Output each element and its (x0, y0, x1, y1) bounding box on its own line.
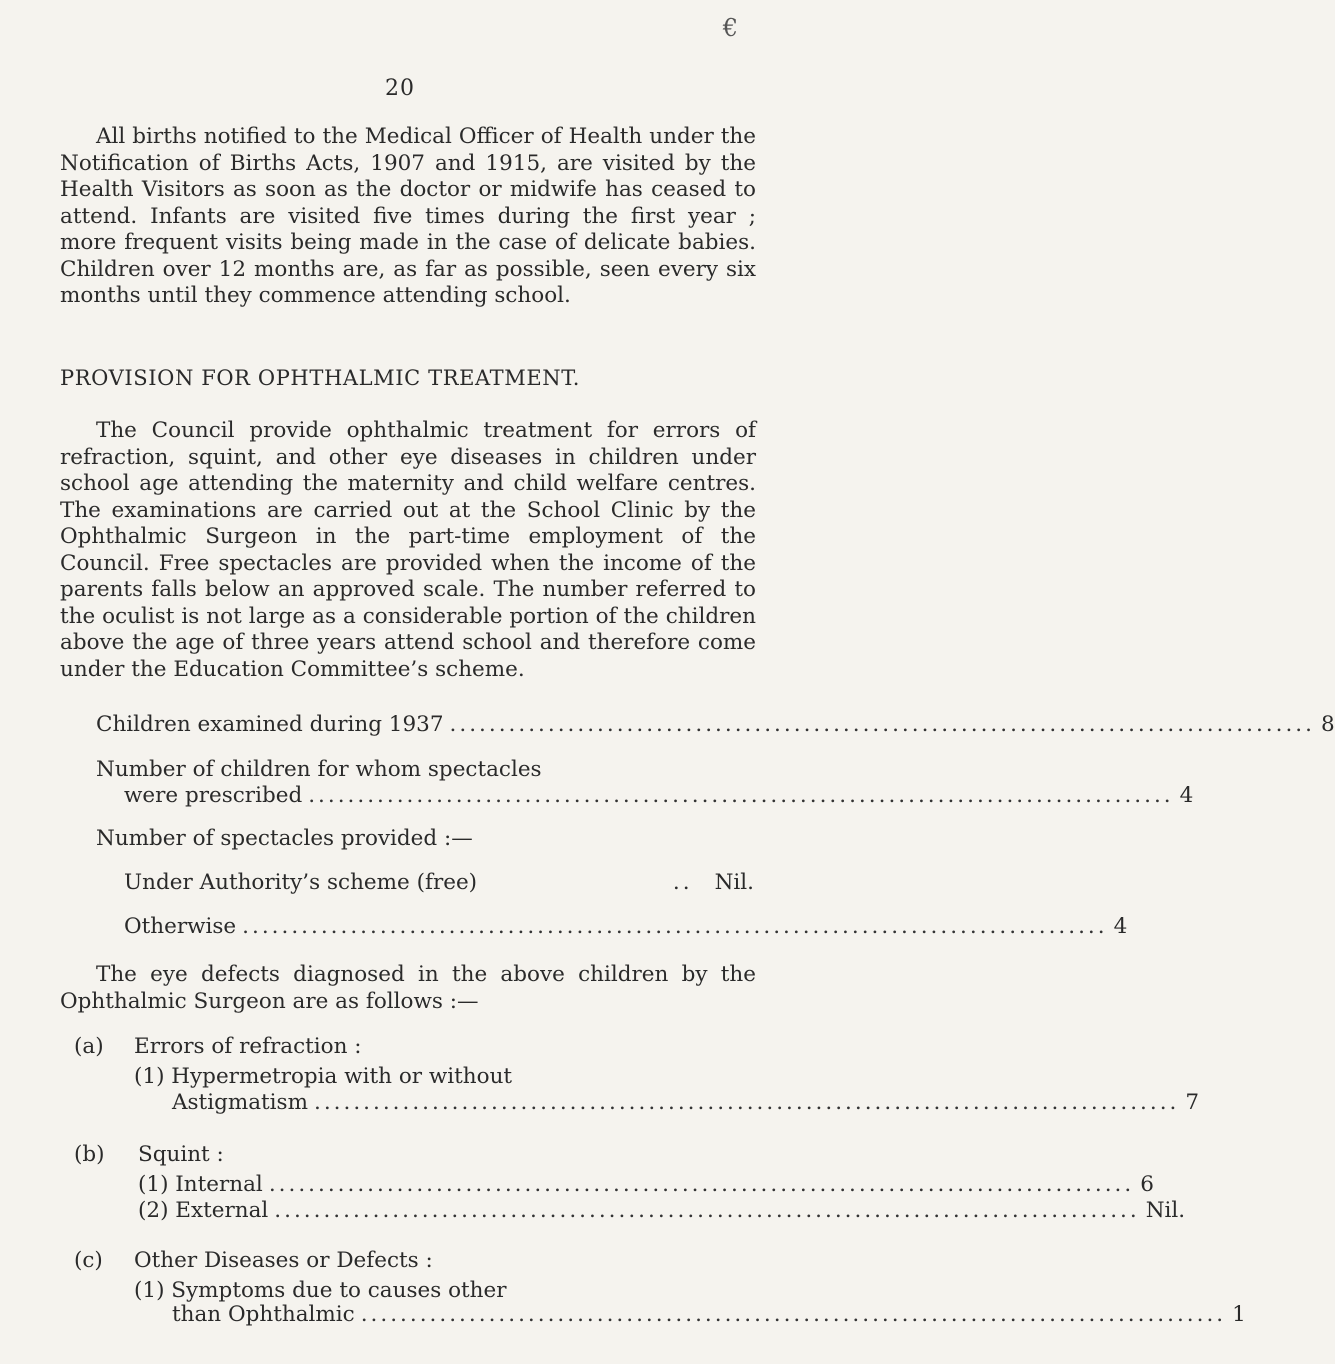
council-paragraph: The Council provide ophthalmic treatment for errors of refraction, squint, and other eye diseases in children under school age attending the maternity and child welfare centres. The examinations are carried out at the School Clinic by the Ophthalmic Surgeon in the part-time employment of the Council. Free spectacles are provided when the income of the parents falls below an approved scale. The number referred to the oculist is not large as a considerable portion of the children above the age of three years attend school and therefore come under the Education Committee’s scheme. (60, 418, 756, 682)
defect-label: Astigmatism (172, 1090, 308, 1115)
corner-mark: € (722, 14, 738, 42)
defect-row-b1 (138, 1172, 1154, 1197)
stat-value: 4 (1113, 914, 1128, 939)
stat-label-provided: Number of spectacles provided :— (96, 826, 473, 851)
stat-label: were prescribed (124, 783, 303, 808)
defect-c1-line1: (1) Symptoms due to causes other (134, 1278, 507, 1303)
leader-dots: ........................................................................................ (274, 1198, 1140, 1223)
stat-row-examined (96, 712, 1335, 737)
defect-a-title: Errors of refraction : (134, 1034, 362, 1059)
leader-dots: ........................................................................................ (313, 1090, 1180, 1115)
stat-label: Otherwise (124, 914, 237, 939)
defect-label: (1) Internal (138, 1172, 263, 1197)
stat-label-prescribed-line1: Number of children for whom spectacles (96, 757, 542, 782)
page-number: 20 (385, 76, 415, 101)
defect-label: than Ophthalmic (172, 1302, 355, 1327)
defects-paragraph-block (60, 962, 756, 1015)
stat-row-otherwise (124, 914, 1128, 939)
defect-row-a1 (172, 1090, 1200, 1115)
defect-label: (2) External (138, 1198, 269, 1223)
defect-row-b2 (138, 1198, 1186, 1223)
section-heading: PROVISION FOR OPHTHALMIC TREATMENT. (60, 366, 581, 390)
births-paragraph: All births notified to the Medical Officer of Health under the Notification of Births Acts, 1907 and 1915, are visited by the Health Visitors as soon as the doctor or midwife has ceased to attend. Infants are visited five times during the first year ; more frequent visits being made in the case of delicate babies. Children over 12 months are, as far as possible, seen every six months until they commence attending school. (60, 124, 756, 308)
leader-dots: ........................................................................................ (360, 1302, 1227, 1327)
defect-value: Nil. (1145, 1198, 1186, 1223)
stat-value: 4 (1179, 783, 1194, 808)
stat-row-prescribed (124, 783, 1194, 808)
stat-value: 8 (1320, 712, 1335, 737)
stat-row-authority (124, 870, 754, 895)
defect-c-marker: (c) (74, 1248, 103, 1273)
defect-value: 1 (1232, 1302, 1246, 1327)
stat-label: Children examined during 1937 (96, 712, 444, 737)
defect-c-title: Other Diseases or Defects : (134, 1248, 433, 1273)
defect-a-marker: (a) (74, 1034, 104, 1059)
defect-value: 7 (1185, 1090, 1200, 1115)
stat-value: Nil. (714, 870, 754, 895)
births-paragraph-block (60, 124, 756, 310)
stat-separator: .. (672, 870, 693, 895)
leader-dots: ........................................................................................ (308, 783, 1174, 808)
defect-a1-line1: (1) Hypermetropia with or without (134, 1064, 513, 1089)
defect-b-title: Squint : (138, 1142, 224, 1167)
council-paragraph-block (60, 418, 756, 683)
defect-b-marker: (b) (74, 1142, 105, 1167)
leader-dots: ........................................................................................ (268, 1172, 1135, 1197)
defects-paragraph: The eye defects diagnosed in the above children by the Ophthalmic Surgeon are as follows :— (60, 962, 756, 1014)
defect-row-c1 (172, 1302, 1246, 1327)
defect-value: 6 (1140, 1172, 1154, 1197)
leader-dots: ........................................................................................ (449, 712, 1315, 737)
stat-label: Under Authority’s scheme (free) (124, 870, 478, 895)
leader-dots: ........................................................................................ (242, 914, 1108, 939)
